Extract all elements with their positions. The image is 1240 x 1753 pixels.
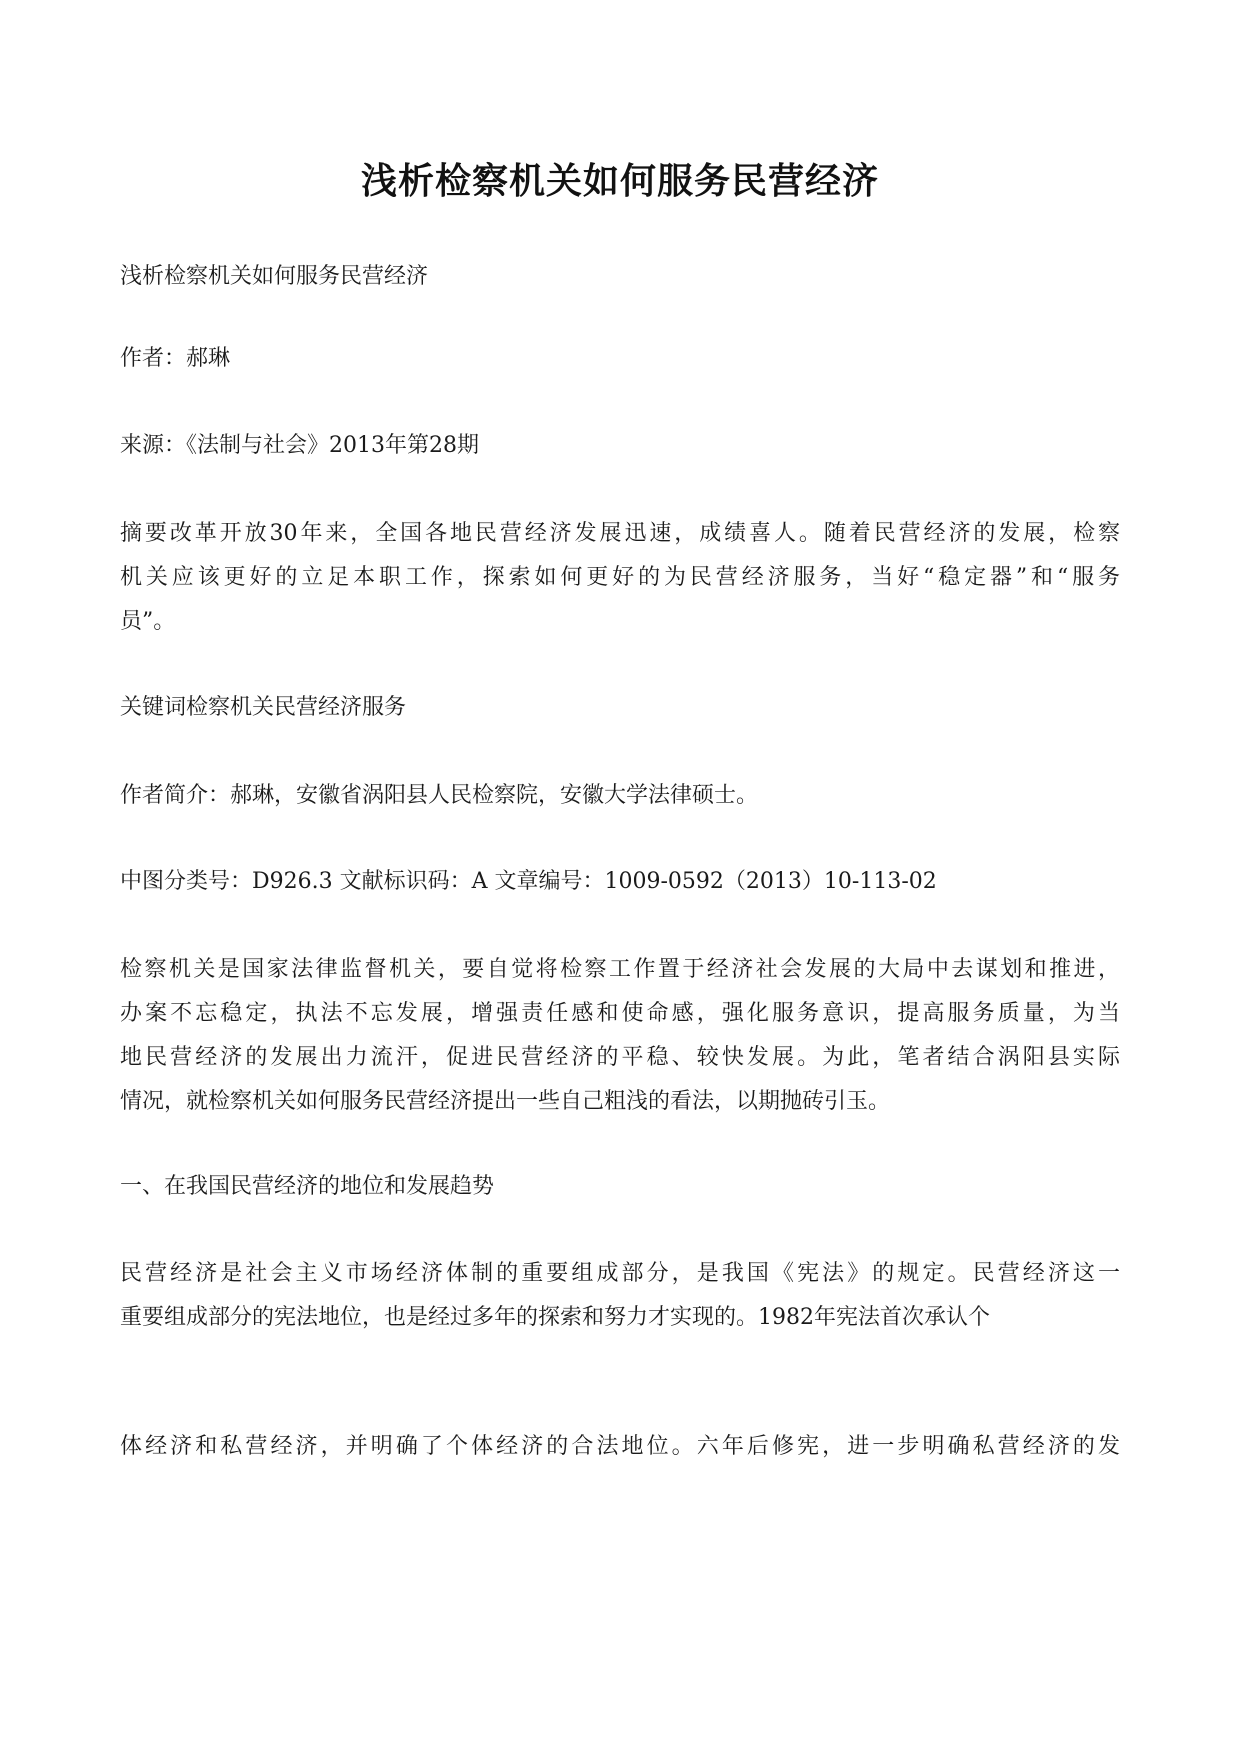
intro-line: 情况，就检察机关如何服务民营经济提出一些自己粗浅的看法，以期抛砖引玉。 <box>120 1089 891 1114</box>
article-subtitle: 浅析检察机关如何服务民营经济 <box>120 264 429 289</box>
abstract-line: 机关应该更好的立足本职工作，探索如何更好的为民营经济服务，当好“稳定器”和“服务 <box>120 565 1120 590</box>
intro-line: 检察机关是国家法律监督机关，要自觉将检察工作置于经济社会发展的大局中去谋划和推进， <box>120 957 1120 982</box>
abstract-line: 员”。 <box>120 609 176 634</box>
abstract-paragraph <box>120 512 1120 644</box>
continuation-paragraph <box>120 1425 1120 1469</box>
section1-heading: 一、在我国民营经济的地位和发展趋势 <box>120 1174 495 1199</box>
section1-line: 重要组成部分的宪法地位，也是经过多年的探索和努力才实现的。1982年宪法首次承认个 <box>120 1305 990 1330</box>
abstract-line: 摘要改革开放30年来，全国各地民营经济发展迅速，成绩喜人。随着民营经济的发展，检察 <box>120 521 1120 546</box>
classification-line: 中图分类号：D926.3 文献标识码：A 文章编号：1009-0592（2013）10-113-02 <box>120 869 937 894</box>
document-title: 浅析检察机关如何服务民营经济 <box>360 161 879 202</box>
source-line: 来源：《法制与社会》2013年第28期 <box>120 433 479 458</box>
section1-paragraph <box>120 1252 1120 1340</box>
author-line: 作者：郝琳 <box>120 346 231 371</box>
intro-paragraph <box>120 948 1120 1124</box>
intro-line: 地民营经济的发展出力流汗，促进民营经济的平稳、较快发展。为此，笔者结合涡阳县实际 <box>120 1045 1120 1070</box>
keywords-line: 关键词检察机关民营经济服务 <box>120 695 407 720</box>
author-bio-line: 作者简介：郝琳，安徽省涡阳县人民检察院，安徽大学法律硕士。 <box>120 783 759 808</box>
intro-line: 办案不忘稳定，执法不忘发展，增强责任感和使命感，强化服务意识，提高服务质量，为当 <box>120 1001 1120 1026</box>
section1-line: 民营经济是社会主义市场经济体制的重要组成部分，是我国《宪法》的规定。民营经济这一 <box>120 1261 1120 1286</box>
continuation-line: 体经济和私营经济，并明确了个体经济的合法地位。六年后修宪，进一步明确私营经济的发 <box>120 1434 1120 1459</box>
